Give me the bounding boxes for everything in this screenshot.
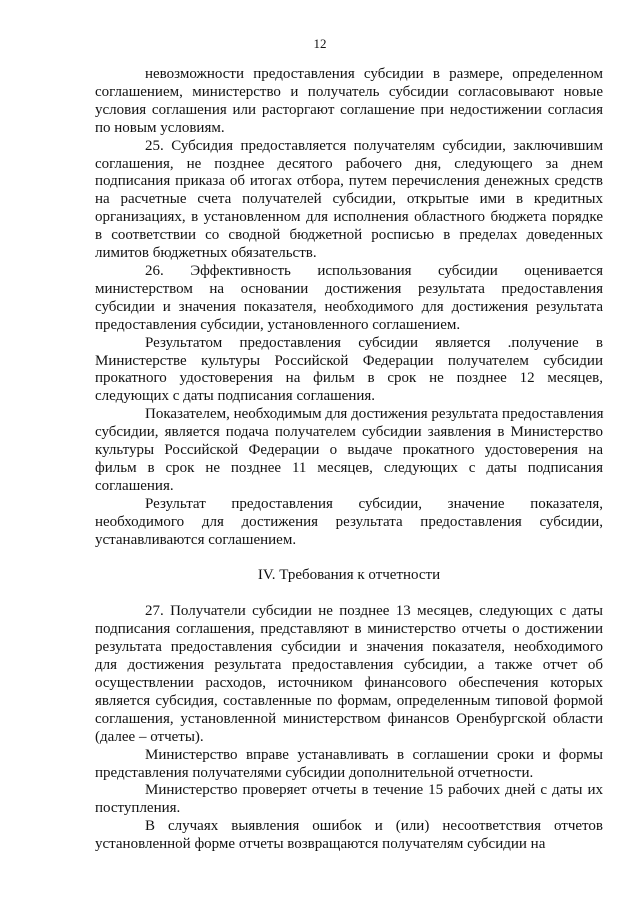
section-body-after — [95, 603, 603, 854]
text-line: необходимого для достижения результата предоставления субсидии, — [95, 513, 603, 530]
paragraph — [95, 747, 603, 783]
text-line: невозможности предоставления субсидии в размере, определенном — [145, 66, 603, 82]
text-line: организациях, в установленном для исполнения областного бюджета порядке — [95, 209, 603, 226]
text-line: на расчетные счета получателей субсидии, открытые ими в кредитных — [95, 191, 603, 208]
text-line: Результатом предоставления субсидии является .получение в — [145, 334, 603, 351]
text-line: представления получателями субсидии дополнительной отчетности. — [95, 764, 534, 781]
text-line: подписания соглашения, представляют в министерство отчеты о достижении — [95, 621, 603, 638]
text-line: Министерство вправе устанавливать в соглашении сроки и формы — [145, 746, 603, 763]
paragraph — [95, 335, 603, 407]
text-line: условия соглашения или расторгают соглашение при недостижении согласия — [95, 101, 603, 118]
text-line: по новым условиям. — [95, 119, 225, 136]
text-line: Показателем, необходимым для достижения результата предоставления — [145, 406, 604, 423]
text-line: 27. Получатели субсидии не позднее 13 месяцев, следующих с даты — [145, 603, 603, 620]
text-line: прокатного удостоверения на фильм в срок не позднее 12 месяцев, — [95, 370, 603, 387]
text-line: соглашения. — [95, 477, 174, 494]
paragraph — [95, 603, 603, 746]
paragraph — [95, 263, 603, 335]
text-line: соглашения, не позднее десятого рабочего дня, следующего за днем — [95, 155, 603, 172]
text-line: субсидии, является подача получателем субсидии заявления в Министерство — [95, 424, 603, 441]
text-line: 26. Эффективность использования субсидии оценивается — [145, 262, 603, 279]
text-line: результата предоставления субсидии и значения показателя, необходимого — [95, 639, 603, 656]
text-line: субсидии и значения показателя, необходимого для достижения результата — [95, 298, 603, 315]
text-line: осуществлении расходов, источником финансового обеспечения которых — [95, 675, 603, 691]
paragraph — [95, 138, 603, 263]
text-line: является субсидия, составленные по формам, определенным типовой формой — [95, 692, 603, 709]
document-body — [95, 66, 603, 854]
text-line: подписания приказа об итогах отбора, путем перечисления денежных средств — [95, 173, 603, 190]
text-line: соглашением, министерство и получатель субсидии согласовывают новые — [95, 83, 603, 100]
paragraph — [95, 66, 603, 138]
text-line: лимитов бюджетных обязательств. — [95, 245, 317, 262]
text-line: 25. Субсидия предоставляется получателям субсидии, заключившим — [145, 137, 603, 154]
text-line: устанавливаются соглашением. — [95, 531, 297, 548]
text-line: Результат предоставления субсидии, значение показателя, — [145, 495, 603, 512]
text-line: В случаях выявления ошибок и (или) несоответствия отчетов — [145, 818, 603, 835]
text-line: (далее – отчеты). — [95, 728, 204, 745]
text-line: Министерстве культуры Российской Федерации получателем субсидии — [95, 352, 603, 369]
section-body-before — [95, 66, 603, 549]
text-line: поступления. — [95, 800, 181, 817]
paragraph — [95, 406, 603, 496]
text-line: установленной форме отчеты возвращаются получателям субсидии на — [95, 836, 546, 853]
section-heading: IV. Требования к отчетности — [257, 567, 441, 584]
text-line: для достижения результата предоставления субсидии, а также отчет об — [95, 657, 603, 674]
text-line: культуры Российской Федерации о выдаче прокатного удостоверения на — [95, 442, 603, 459]
text-line: в соответствии со сводной бюджетной росписью в пределах доведенных — [95, 227, 603, 244]
paragraph — [95, 496, 603, 550]
spacer — [95, 585, 603, 603]
spacer — [95, 549, 603, 567]
paragraph — [95, 782, 603, 818]
text-line: предоставления субсидии, установленного соглашением. — [95, 316, 461, 333]
paragraph — [95, 818, 603, 854]
text-line: Министерство проверяет отчеты в течение 15 рабочих дней с даты их — [145, 782, 603, 799]
text-line: следующих с даты подписания соглашения. — [95, 388, 376, 405]
text-line: министерством на основании достижения результата предоставления — [95, 280, 603, 297]
text-line: соглашения, установленной министерством финансов Оренбургской области — [95, 710, 603, 727]
page-number: 12 — [313, 36, 327, 51]
text-line: фильм в срок не позднее 11 месяцев, следующих с даты подписания — [95, 459, 603, 476]
